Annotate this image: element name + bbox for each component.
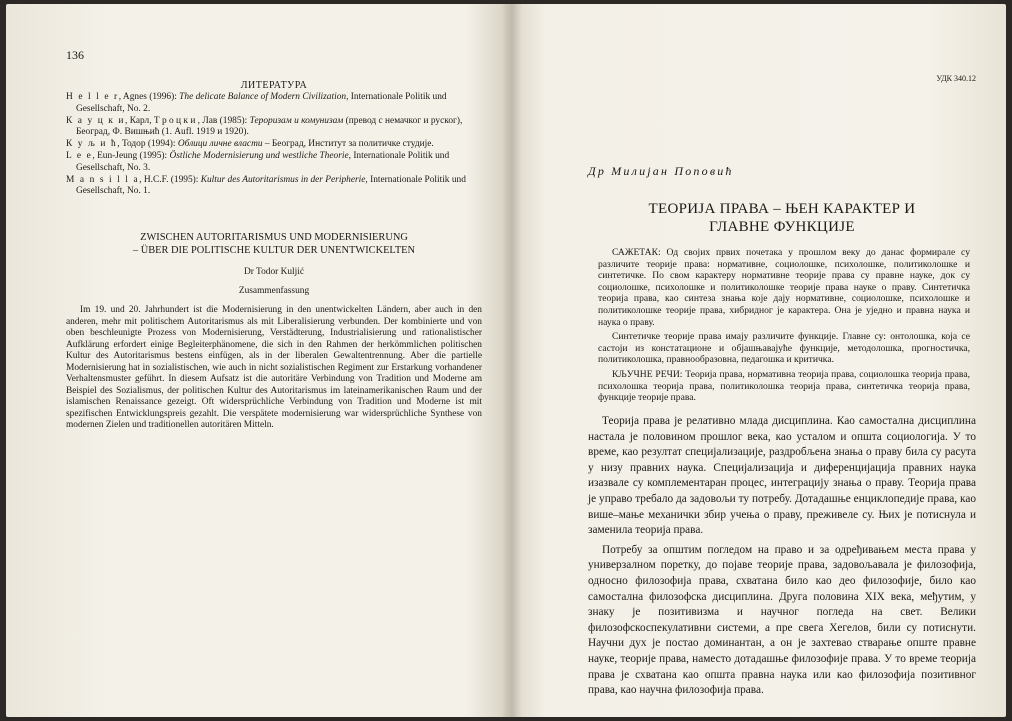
summary-title: ZWISCHEN AUTORITARISMUS UND MODERNISIERUNG – ÜBER DIE POLITISCHE KULTUR DER UNENTWICKELTEN: [132, 232, 416, 256]
left-page: [66, 4, 482, 717]
udk-code: УДК 340.12: [936, 74, 976, 83]
article-title: ТЕОРИЈА ПРАВА – ЊЕН КАРАКТЕР И ГЛАВНЕ ФУНКЦИЈЕ: [648, 201, 916, 235]
summary-label: Zusammenfassung: [238, 286, 310, 296]
abstract-paragraph: САЖЕТАК: Од својих првих почетака у прошлом веку до данас формирале су различите теорије права: нормативне, социолошке, психолошке, политиколошке и синтетичке. По свом карактеру нормативне теорије права су правне науке, док су социолошке, психолошке и политиколошке теорије права науке о праву. Синтетичка теорија права, као синтеза знања које дају нормативне, социолошке, психолошке и политиколошке теорије права, хибридног је карактера. Она је уједно и правна наука и наука о праву.: [598, 247, 970, 328]
summary-author: Dr Todor Kuljić: [243, 267, 305, 277]
article-body: [588, 414, 976, 703]
reference-item: К а у ц к и, Карл, Т р о ц к и , Лав (1985): Тероризам и комунизам (превод с немачког и руског), Београд, Ф. Вишњић (1. Aufl. 1919 и 1920).: [66, 115, 463, 137]
abstract-paragraph: Синтетичке теорије права имају различите функције. Главне су: онтолошка, која се састоји из констатационе и објашњавајуће функције, методолошка, прогностичка, политиколошка, правнообразовна, педагошка и критичка.: [598, 331, 970, 366]
keywords-paragraph: КЉУЧНЕ РЕЧИ: Теорија права, нормативна теорија права, социолошка теорија права, психолошка теорија права, политиколошка теорија права, синтетичка теорија права, функције теорије права.: [598, 368, 970, 404]
literature-heading: ЛИТЕРАТУРА: [240, 80, 308, 91]
reference-item: К у љ и ћ, Тодор (1994): Облици личне власти – Београд, Институт за политичке студије.: [66, 139, 434, 149]
reference-item: L e e, Eun-Jeung (1995): Östliche Modernisierung und westliche Theorie, Internationale Politik und Gesellschaft, No. 3.: [66, 151, 450, 173]
right-page: [588, 4, 976, 717]
summary-text: Im 19. und 20. Jahrhundert ist die Modernisierung in den unentwickelten Ländern, aber auch in den anderen, mehr mit politischem Autoritarismus als mit Liberalisierung verbunden. Der kombinierte und von oben beschleunigte Prozess von Modernisierung, Verstädterung, Industrialisierung und rationalistischer Aufklärung erfordert einige Begleiterphänomene, die sich in den Rahmen der herkömmlichen politischen Kultur des Autoritarismus bestens einfügen, als in der liberalen Gewaltentrennung. Aber die partielle Modernisierung hat in sozialistischen, wie auch in nicht sozialistischen Regiment zur Erstarkung vorhandener Verhaltensmuster geführt. In diesem Aufsatz ist die autoritäre Verbindung von Tradition und Moderne am Beispiel des Sozialismus, der politischen Kultur des Autoritarismus im lateinamerikanischen Raum und der islamischen Renaissance gezeigt. Oft widersprüchliche Verbindung von Tradition und Moderne ist mit spezifischen Entwicklungspreis gezahlt. Die verspätete modernisierung war widersprüchliche Synthese von modernen Zielen und traditionellen autoritären Mitteln.: [66, 305, 482, 430]
body-paragraph: Потребу за општим погледом на право и за одређивањем места права у универзалном поретку, до појаве теорије права, задовољавала је филозофија, односно филозофија права, схватана било као део филозофије, било као самостална филозофска дисциплина. Друга половина XIX века, међутим, у знаку је позитивизма и научног погледа на свет. Велики филозофскоспекулативни системи, а пре свега Хегелов, били су потиснути. Научни дух је постао доминантан, а он је захтевао стварање опште правне науке, теорије права, наместо дотадашње филозофије права. У то време теорија права је схватана као општа правна наука или као филозофија позитивног права, као научна филозофија права.: [588, 543, 976, 697]
reference-list: [66, 92, 482, 198]
book-spread: [6, 4, 1006, 717]
reference-item: H e l l e r, Agnes (1996): The delicate Balance of Modern Civilization, Internationale Politik und Gesellschaft, No. 2.: [66, 92, 447, 114]
reference-item: M a n s i l l a, H.C.F. (1995): Kultur des Autoritarismus in der Peripherie, Internationale Politik und Gesellschaft, No. 1.: [66, 174, 466, 196]
article-abstract: [598, 247, 970, 407]
book-gutter: [502, 4, 522, 717]
body-paragraph: Теорија права је релативно млада дисциплина. Као самостална дисциплина настала је половином прошлог века, као усталом и општа социологија. У то време, као резултат специјализације, раздробљена знања о праву била су расута у низу правних наука. Специјализација и диференцијација правних наука изазвале су комплементаран процес, интеграцију знања о праву. Теорија права је управо требало да задовољи ту потребу. Дотадашње енциклопедије права, као више–мање механички збир учења о праву, преживеле су. Њих је потиснула и заменила теорија права.: [588, 415, 976, 537]
article-author: Др Милијан Поповић: [588, 164, 734, 178]
page-number: 136: [66, 48, 84, 62]
